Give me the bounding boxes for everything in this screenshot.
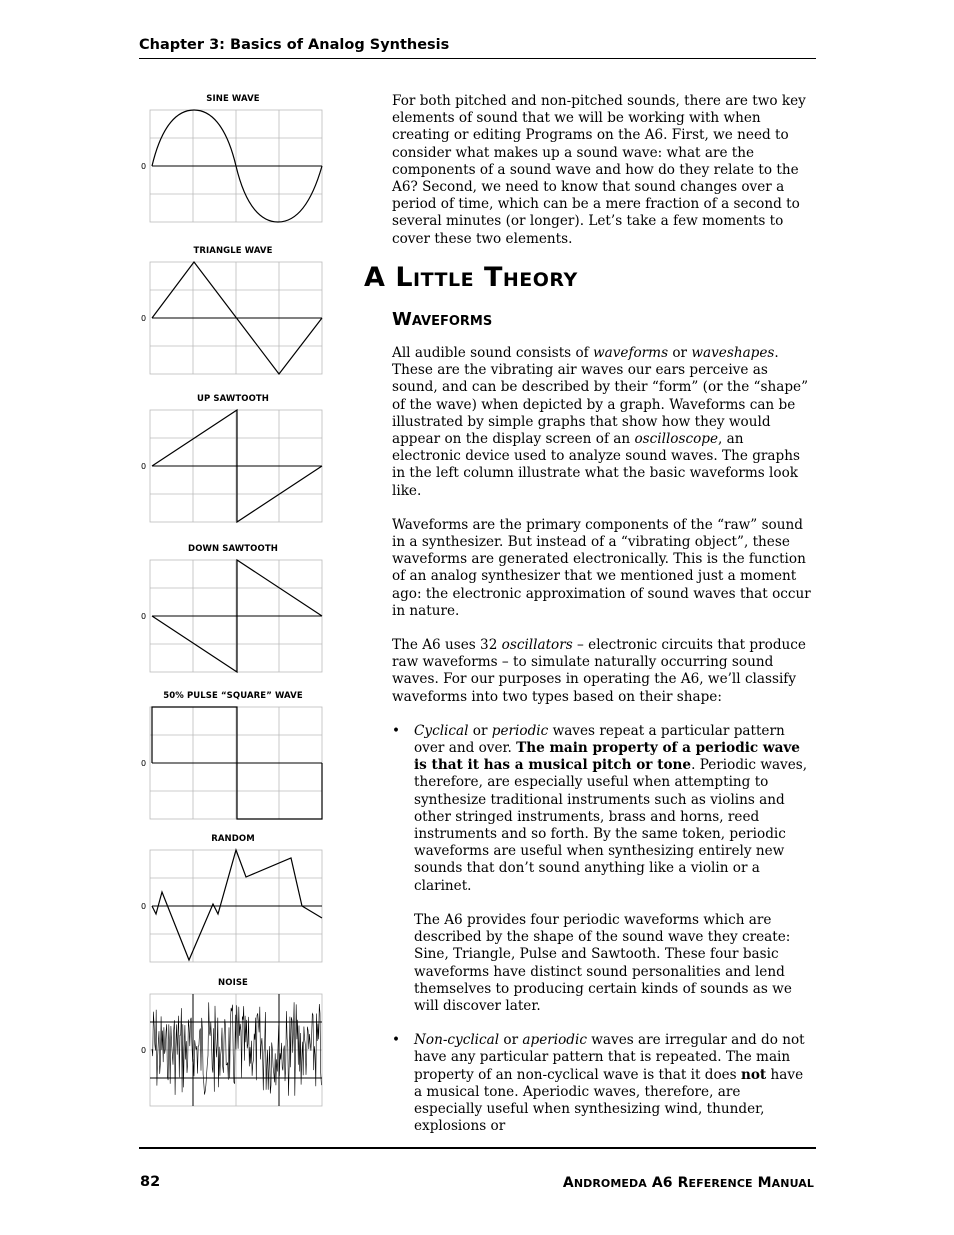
page-number: 82 [140, 1174, 161, 1190]
triangle-wave-graph [138, 258, 328, 378]
sine-wave-label: SINE WAVE [206, 94, 260, 104]
noise-wave-label: NOISE [218, 978, 248, 988]
random-wave-label: RANDOM [211, 834, 255, 844]
random-wave-graph [138, 846, 328, 966]
oscillators-paragraph: The A6 uses 32 oscillators – electronic circuits that produce raw waveforms – to simulate naturally occurring sound waves. For our purposes in operating the A6, we’ll classify waveforms into two types based on their shape: [392, 637, 806, 705]
random-zero-label: 0 [141, 902, 147, 911]
up-sawtooth-graph [138, 406, 328, 526]
bullet-cyclical: • Cyclical or periodic waves repeat a particular pattern over and over. The main property of a periodic wave is that it has a musical pitch or tone. Periodic waves, therefore, are especially useful when attempting to synthesize traditional instruments such as violins and other stringed instruments, brass and horns, reed instruments and so forth. By the same token, periodic waveforms are useful when synthesizing entirely new sounds that don’t sound anything like a violin or a clarinet. [392, 722, 808, 894]
down-sawtooth-graph [138, 556, 328, 676]
sine-wave-graph [138, 106, 328, 226]
random-wave-trace [152, 850, 322, 960]
body-text [392, 345, 812, 1152]
pulse-wave-graph [138, 703, 328, 823]
triangle-wave-label: TRIANGLE WAVE [193, 246, 273, 256]
pulse-wave-label: 50% PULSE “SQUARE” WAVE [163, 691, 303, 701]
triangle-zero-label: 0 [141, 314, 147, 323]
section-title: A LITTLE THEORY [364, 262, 578, 293]
noise-zero-label: 0 [141, 1046, 147, 1055]
chapter-title: Chapter 3: Basics of Analog Synthesis [139, 37, 450, 53]
main-text-column [392, 93, 812, 248]
manual-title: ANDROMEDA A6 REFERENCE MANUAL [562, 1175, 814, 1191]
sine-zero-label: 0 [141, 162, 147, 171]
periodic-waveforms-paragraph: The A6 provides four periodic waveforms which are described by the shape of the sound wave they create: Sine, Triangle, Pulse and Sawtooth. These four basic waveforms have distinct sound personalities and lend themselves to producing certain kinds of sounds as we will discover later. [414, 911, 792, 1014]
pulse-zero-label: 0 [141, 759, 147, 768]
bullet-dot: • [392, 722, 401, 739]
bullet-non-cyclical: • Non-cyclical or aperiodic waves are irregular and do not have any particular pattern that is repeated. The main property of an non-cyclical wave is that it does not have a musical tone. Aperiodic waves, therefore, are especially useful when synthesizing wind, thunder, explosions or [392, 1032, 805, 1135]
intro-paragraph: For both pitched and non-pitched sounds, there are two key elements of sound that we will be working with when creating or editing Programs on the A6. First, we need to consider what makes up a sound wave: what are the components of a sound wave and how do they relate to the A6? Second, we need to know that sound changes over a period of time, which can be a mere fraction of a second to several minutes (or longer). Let’s take a few moments to cover these two elements. [392, 93, 806, 247]
subsection-title: WAVEFORMS [392, 309, 493, 330]
down-sawtooth-zero-label: 0 [141, 612, 147, 621]
up-sawtooth-label: UP SAWTOOTH [196, 394, 270, 404]
noise-wave-graph [138, 990, 328, 1110]
footer-rule [139, 1147, 816, 1149]
up-sawtooth-zero-label: 0 [141, 462, 147, 471]
waveforms-paragraph: All audible sound consists of waveforms or waveshapes. These are the vibrating air waves our ears perceive as sound, and can be described by their “form” (or the “shape” of the wave) when depicted by a graph. Waveforms can be illustrated by simple graphs that show how they would appear on the display screen of an oscilloscope, an electronic device used to analyze sound waves. The graphs in the left column illustrate what the basic waveforms look like. [392, 345, 809, 499]
bullet-dot: • [392, 1032, 401, 1049]
down-sawtooth-label: DOWN SAWTOOTH [188, 544, 278, 554]
noise-wave-trace [152, 1002, 321, 1095]
header-rule [139, 58, 816, 59]
raw-sound-paragraph: Waveforms are the primary components of the “raw” sound in a synthesizer. But instead of a “vibrating object”, these waveforms are generated electronically. This is the function of an analog synthesizer that we mentioned just a moment ago: the electronic approximation of sound waves that occur in nature. [392, 516, 811, 619]
